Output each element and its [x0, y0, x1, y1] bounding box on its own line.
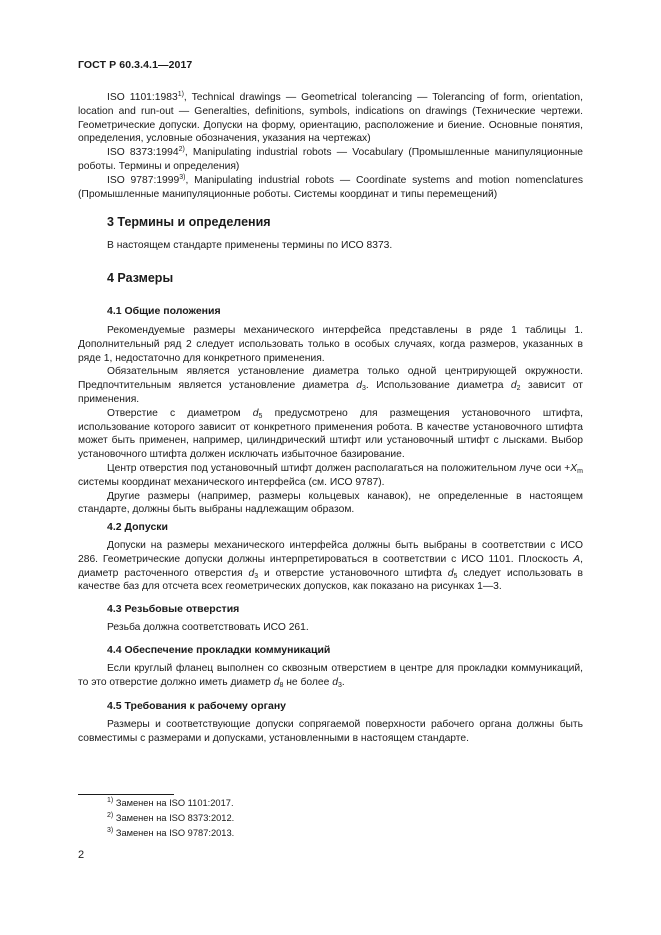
- footnote: $^{1)}$ Заменен на ISO 1101:2017.: [107, 797, 234, 808]
- subsection-4-3-body: Резьба должна соответствовать ИСО 261.: [107, 622, 309, 633]
- paragraph: Другие размеры (например, размеры кольцевых канавок), не определенные в настоящем стандарте, должны быть выбраны надлежащим образом.: [78, 490, 583, 516]
- footnote-divider: [78, 794, 174, 795]
- paragraph: Центр отверстия под установочный штифт должен располагаться на положительном луче оси $+X_m$ системы координат механического интерфейса (см. ИСО 9787).: [78, 462, 583, 488]
- paragraph: Отверстие с диаметром $d_5$ предусмотрено для размещения установочного штифта, использование которого зависит от конкретного применения робота. В качестве установочного штифта может быть применен, например, цилиндрический штифт или установочный штифт с лысками. Выбор установочного штифта должен исключать избыточное базирование.: [78, 407, 584, 461]
- subsection-4-1-heading: 4.1 Общие положения: [107, 305, 221, 317]
- document-code: ГОСТ Р 60.3.4.1—2017: [78, 59, 193, 71]
- section-3-heading: 3 Термины и определения: [107, 215, 271, 229]
- subsection-4-3-heading: 4.3 Резьбовые отверстия: [107, 603, 240, 615]
- page-number: 2: [78, 849, 85, 861]
- reference-item: ISO 8373:1994$^{2)}$, Manipulating industrial robots — Vocabulary (Промышленные манипуляционные роботы. Термины и определения): [78, 146, 583, 172]
- footnote: $^{3)}$ Заменен на ISO 9787:2013.: [107, 827, 235, 838]
- section-3-body: В настоящем стандарте применены термины по ИСО 8373.: [107, 240, 393, 251]
- paragraph: Допуски на размеры механического интерфейса должны быть выбраны в соответствии с ИСО 286. Геометрические допуски должны интерпретироваться в соответствии с ИСО 1101. Плоскость А, диаметр расточенного отверстия $d_3$ и отверстие установочного штифта $d_5$ следует использовать в качестве баз для отсчета всех геометрических допусков, как показано на рисунках 1—3.: [78, 540, 584, 593]
- subsection-4-4-heading: 4.4 Обеспечение прокладки коммуникаций: [107, 644, 331, 656]
- section-4-heading: 4 Размеры: [107, 271, 174, 285]
- subsection-4-2-body: [78, 539, 583, 594]
- subsection-4-2-heading: 4.2 Допуски: [107, 521, 169, 533]
- reference-item: ISO 1101:1983$^{1)}$, Technical drawings — Geometrical tolerancing — Tolerancing of form, orientation, location and run-out — Generalties, definitions, symbols, indications on drawings (Технические чертежи. Геометрические допуски. Допуски на форму, ориентацию, расположение и биение. Основные понятия, определения, условные обозначения, указания на чертежах): [78, 91, 583, 145]
- subsection-4-5-body: Размеры и соответствующие допуски сопрягаемой поверхности рабочего органа должны быть совместимы с размерами и допусками, установленными в настоящем стандарте.: [78, 719, 583, 744]
- footnote: $^{2)}$ Заменен на ISO 8373:2012.: [107, 812, 235, 823]
- subsection-4-5-heading: 4.5 Требования к рабочему органу: [107, 700, 287, 712]
- references-list: [78, 91, 583, 201]
- subsection-4-4-body: [78, 662, 583, 690]
- paragraph: Рекомендуемые размеры механического интерфейса представлены в ряде 1 таблицы 1. Дополнительный ряд 2 следует использовать только в особых случаях, когда размеров, указанных в ряде 1, недостаточно для конкретного применения.: [78, 325, 583, 364]
- subsection-4-1-body: [78, 324, 583, 517]
- reference-item: ISO 9787:1999$^{3)}$, Manipulating industrial robots — Coordinate systems and motion nomenclatures (Промышленные манипуляционные роботы. Системы координат и типы перемещений): [78, 173, 583, 200]
- paragraph: Если круглый фланец выполнен со сквозным отверстием в центре для прокладки коммуникаций, то это отверстие должно иметь диаметр $d_8$ не более $d_3$.: [78, 663, 583, 689]
- paragraph: Обязательным является установление диаметра только одной центрирующей окружности. Предпочтительным является установление диаметра $d_3$. Использование диаметра $d_2$ зависит от применения.: [78, 366, 584, 405]
